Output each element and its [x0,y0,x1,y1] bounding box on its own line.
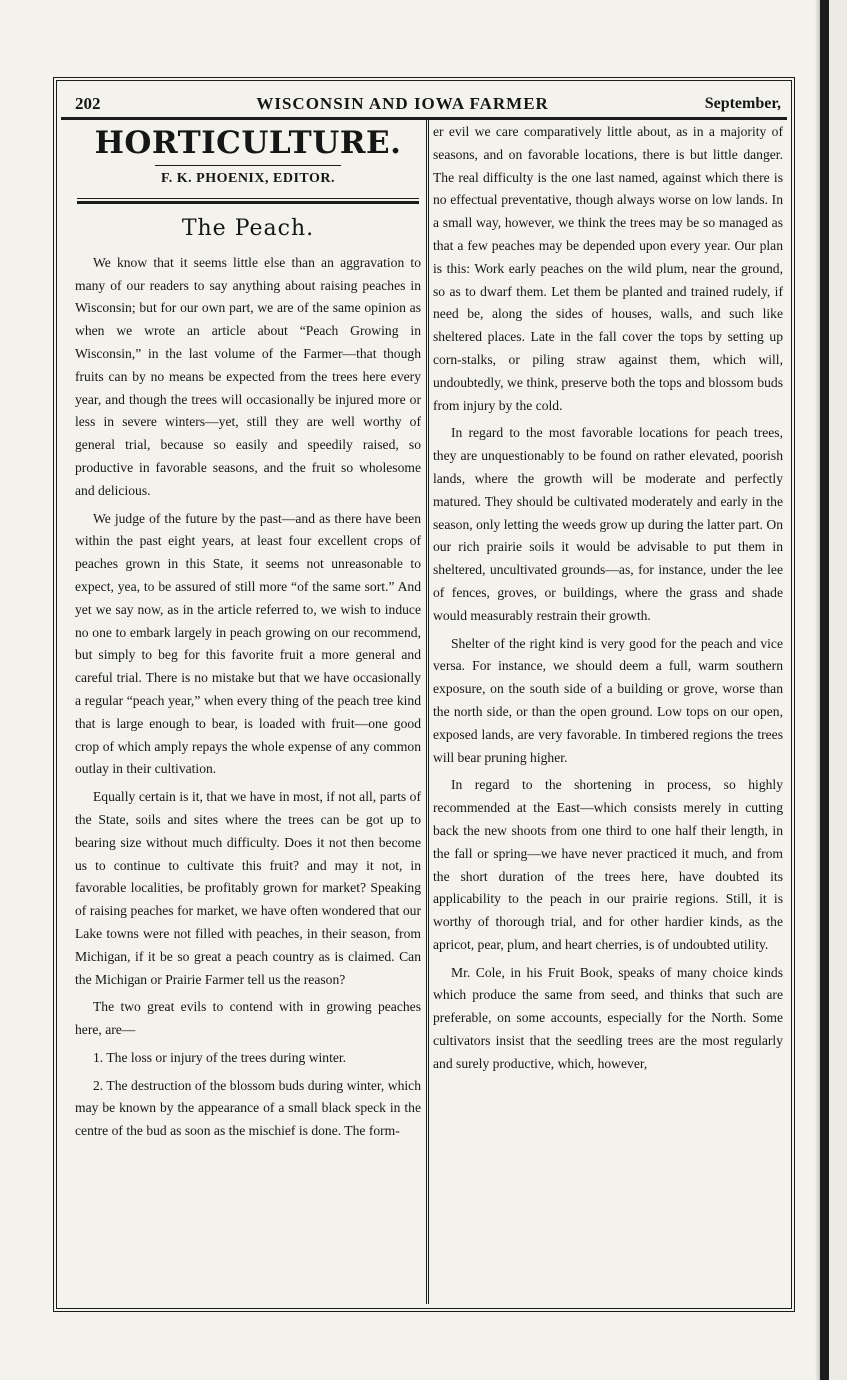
right-column [433,121,783,1296]
article-title: The Peach. [181,215,315,241]
page-border-frame [53,77,795,1312]
paragraph: We know that it seems little else than an aggravation to many of our readers to say anything about raising peaches in Wisconsin; but for our own part, we are of the same opinion as when we wrote an article about “Peach Growing in Wisconsin,” in the last volume of the Farmer—that though fruits can by no means be expected from the trees here every year, and though the trees will occasionally be injured more or less in severe winters—yet, still they are well worthy of general trial, because so easily and speedily raised, so productive in favorable seasons, and the fruit so wholesome and delicious. [75,254,421,498]
paragraph: 1. The loss or injury of the trees during winter. [93,1049,347,1065]
issue-month: September, [704,95,781,112]
page-number: 202 [75,94,101,113]
paragraph: 2. The destruction of the blossom buds during winter, which may be known by the appearance of a small black speck in the centre of the bud as soon as the mischief is done. The form- [75,1077,421,1139]
paragraph: In regard to the shortening in process, so highly recommended at the East—which consists merely in cutting back the new shoots from one third to one half their length, in the fall or spring—we have never practiced it much, and from the short duration of the trees here, have doubted its applicability to the peach in our prairie regions. Still, it is worthy of thorough trial, and for other hardier kinds, as the apricot, pear, plum, and heart cherries, is of undoubted utility. [433,777,783,952]
paragraph: Mr. Cole, in his Fruit Book, speaks of many choice kinds which produce the same from seed, and thinks that such are preferable, on some accounts, especially for the North. Some cultivators insist that the seedling trees are the most regularly and surely productive, which, however, [433,964,783,1071]
journal-title: WISCONSIN AND IOWA FARMER [256,94,549,113]
paragraph: Equally certain is it, that we have in most, if not all, parts of the State, soils and sites where the trees can be got up to bearing size without much difficulty. Does it not then become us to continue to cultivate this fruit? and may it not, in favorable localities, be profitably grown for market? Speaking of raising peaches for market, we have often wondered that our Lake towns were not filled with peaches, in their season, from Michigan, if it be so great a peach country as is claimed. Can the Michigan or Prairie Farmer tell us the reason? [75,789,421,987]
editor-byline: F. K. PHOENIX, EDITOR. [155,165,341,188]
paragraph: In regard to the most favorable locations for peach trees, they are unquestionably to be found on rather elevated, poorish lands, where the growth will be moderate and perfectly matured. They should be cultivated moderately and early in the season, only letting the weeds grow up during the latter part. On our rich prairie soils it would be advisable to put them in sheltered, uncultivated grounds—as, for instance, under the lee of fences, groves, or buildings, where the grass and shade would measurably restrain their growth. [433,425,783,623]
paragraph: er evil we care comparatively little about, as in a majority of seasons, and on favorable locations, there is but little danger. The real difficulty is the one last named, against which there is no effectual preventative, though always worse on low lands. In a small way, however, we think the trees may be so managed as that a few peaches may be depended upon every year. Our plan is this: Work early peaches on the wild plum, near the ground, so as to dwarf them. Let them be planted and trained rudely, if need be, along the sides of houses, walls, and such like sheltered places. Late in the fall cover the tops by setting up corn-stalks, or piling straw against them, which will, undoubtedly, we think, preserve both the tops and blossom buds from injury by the cold. [433,124,783,413]
left-column [75,121,421,1296]
paragraph: Shelter of the right kind is very good for the peach and vice versa. For instance, we should deem a full, warm southern exposure, on the south side of a building or grove, worse than the north side, or than the open ground. Low tops on our open, exposed lands, are very favorable. In timbered regions the trees will bear pruning higher. [433,635,783,765]
paragraph: The two great evils to contend with in growing peaches here, are— [75,999,421,1038]
section-title: HORTICULTURE. [94,125,402,161]
page-edge [820,0,829,1380]
column-divider [426,119,429,1304]
page-header [75,92,781,116]
paragraph: We judge of the future by the past—and as there have been within the past eight years, at least four excellent crops of peaches grown in this State, it seems not unreasonable to expect, yea, to be assured of still more “of the same sort.” And yet we say now, as in the article referred to, we wish to induce no one to embark largely in peach growing on our recommend, but simply to beg for this favorite fruit a more general and careful trial. There is no mistake but that we have occasionally a regular “peach year,” when every thing of the peach tree kind that is large enough to bear, is loaded with fruit—one good crop of which amply repays the whole expense of any common outlay in their cultivation. [75,510,421,777]
section-rule [77,198,419,204]
header-rule [61,117,787,120]
editor-byline-wrap [75,165,421,190]
